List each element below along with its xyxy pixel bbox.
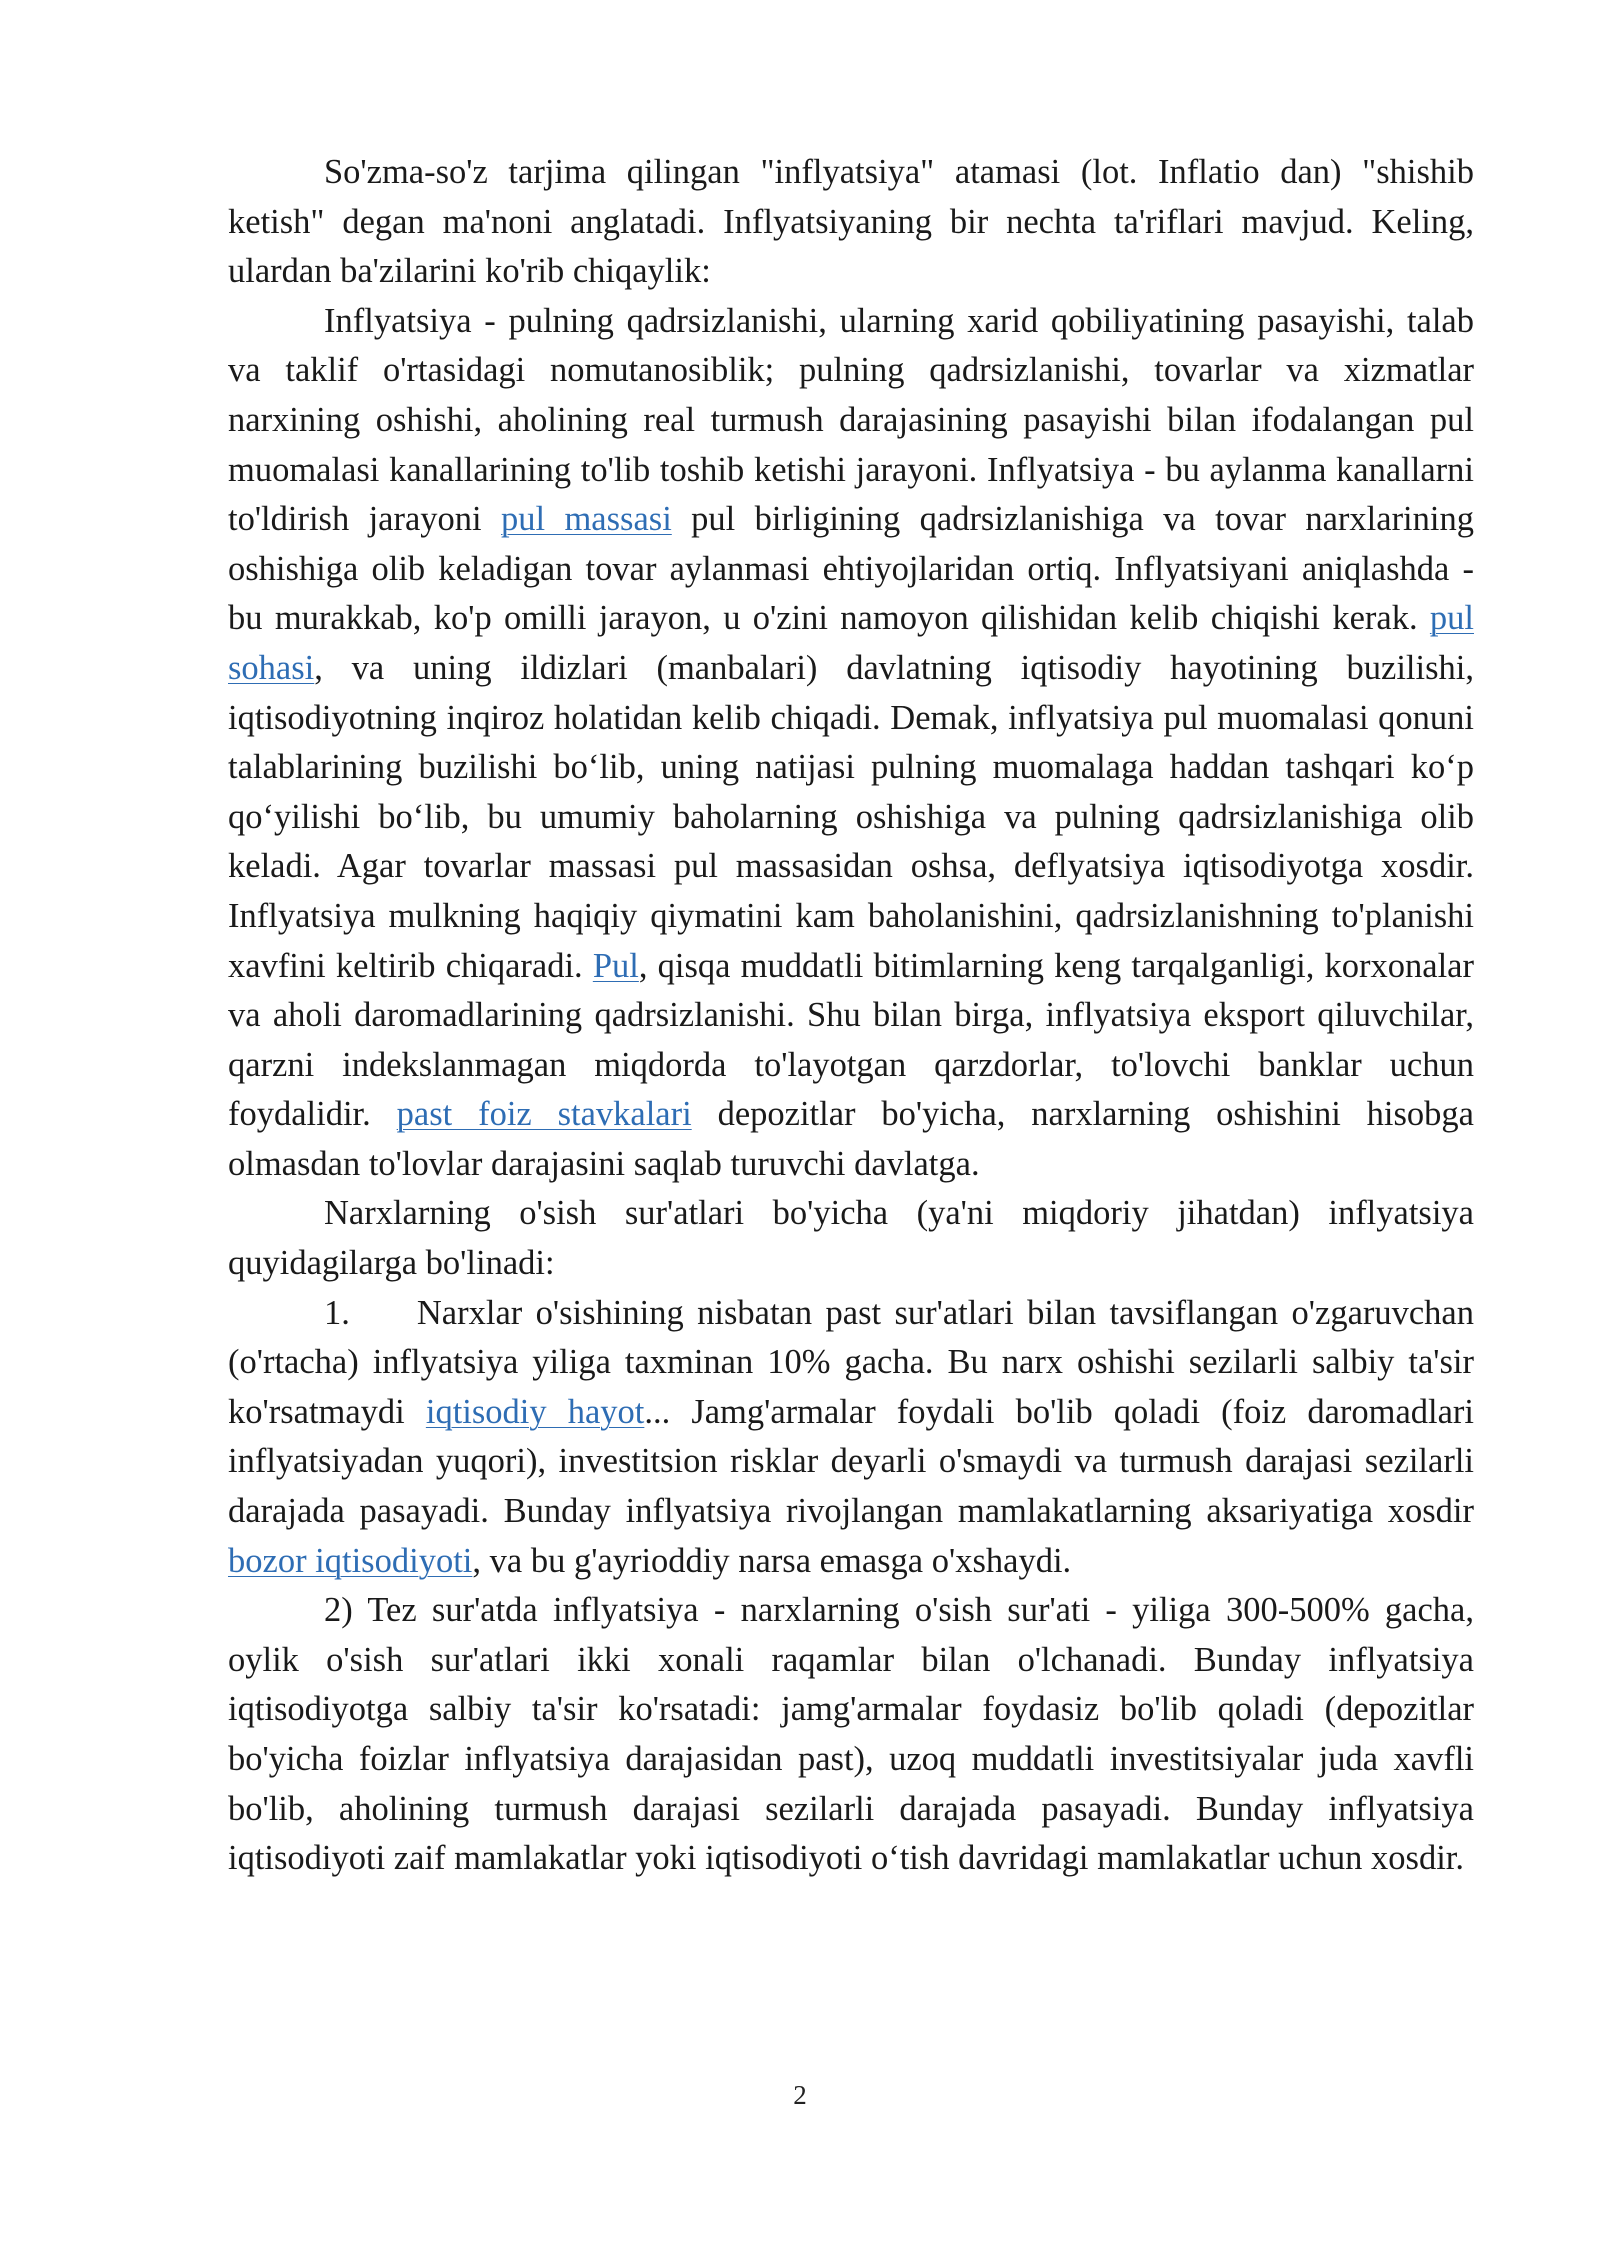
paragraph-text: , va uning ildizlari (manbalari) davlatning iqtisodiy hayotining buzilishi, iqtisodiyotning inqiroz holatidan kelib chiqadi. Demak, inflyatsiya pul muomalasi qonuni talablarining buzilishi bo‘lib, uning natijasi pulning muomalaga haddan tashqari ko‘p qo‘yilishi bo‘lib, bu umumiy baholarning oshishiga va pulning qadrsizlanishiga olib keladi. Agar tovarlar massasi pul massasidan oshsa, deflyatsiya iqtisodiyotga xosdir. Inflyatsiya mulkning haqiqiy qiymatini kam baholanishini, qadrsizlanishning to'planishi xavfini keltirib chiqaradi. (228, 648, 1474, 985)
paragraph-3: Narxlarning o'sish sur'atlari bo'yicha (ya'ni miqdoriy jihatdan) inflyatsiya quyidagilarga bo'linadi: (228, 1194, 1474, 1283)
paragraph-text: , va bu g'ayrioddiy narsa emasga o'xshaydi. (472, 1541, 1072, 1580)
paragraph-1: So'zma-so'z tarjima qilingan "inflyatsiya" atamasi (lot. Inflatio dan) "shishib ketish" degan ma'noni anglatadi. Inflyatsiyaning bir nechta ta'riflari mavjud. Keling, ulardan ba'zilarini ko'rib chiqaylik: (228, 153, 1474, 291)
link-pul[interactable]: Pul (592, 946, 639, 985)
paragraph-5: 2) Tez sur'atda inflyatsiya - narxlarning o'sish sur'ati - yiliga 300-500% gacha, oylik o'sish sur'atlari ikki xonali raqamlar bilan o'lchanadi. Bunday inflyatsiya iqtisodiyotga salbiy ta'sir ko'rsatadi: jamg'armalar foydasiz bo'lib qoladi (depozitlar bo'yicha foizlar inflyatsiya darajasidan past), uzoq muddatli investitsiyalar juda xavfli bo'lib, aholining turmush darajasi sezilarli darajada pasayadi. Bunday inflyatsiya iqtisodiyoti zaif mamlakatlar yoki iqtisodiyoti o‘tish davridagi mamlakatlar uchun xosdir. (228, 1591, 1474, 1878)
paragraph-text: pul birligining qadrsizlanishiga va tovar narxlarining oshishiga olib keladigan tovar aylanmasi ehtiyojlaridan ortiq. Inflyatsiyani aniqlashda - bu murakkab, ko'p omilli jarayon, u o'zini namoyon qilishidan kelib chiqishi kerak. (228, 500, 1474, 638)
paragraph-text: , qisqa muddatli bitimlarning keng tarqalganligi, korxonalar va aholi daromadlarining qadrsizlanishi. Shu bilan birga, inflyatsiya eksport qiluvchilar, qarzni indekslanmagan miqdorda to'layotgan qarzdorlar, to'lovchi banklar uchun foydalidir. (228, 946, 1474, 1134)
paragraph-text: ... Jamg'armalar foydali bo'lib qoladi (foiz daromadlari inflyatsiyadan yuqori), investitsion risklar deyarli o'smaydi va turmush darajasi sezilarli darajada pasayadi. Bunday inflyatsiya rivojlangan mamlakatlarning aksariyatiga xosdir (228, 1392, 1475, 1531)
link-pul-sohasi[interactable]: pul sohasi (228, 599, 1474, 687)
page-number: 2 (793, 2080, 807, 2110)
link-bozor-iqtisodiyoti[interactable]: bozor iqtisodiyoti (228, 1541, 473, 1580)
paragraph-2 (228, 297, 1474, 1190)
link-past-foiz-stavkalari[interactable]: past foiz stavkalari (396, 1095, 692, 1134)
paragraph-text: 1. Narxlar o'sishining nisbatan past sur'atlari bilan tavsiflangan o'zgaruvchan (o'rtacha) inflyatsiya yiliga taxminan 10% gacha. Bu narx oshishi sezilarli salbiy ta'sir ko'rsatmaydi (228, 1293, 1474, 1431)
link-pul-massasi[interactable]: pul massasi (501, 500, 672, 539)
paragraph-4 (228, 1289, 1474, 1587)
document-body (228, 148, 1474, 1884)
paragraph-text: Inflyatsiya - pulning qadrsizlanishi, ularning xarid qobiliyatining pasayishi, talab va taklif o'rtasidagi nomutanosiblik; pulning qadrsizlanishi, tovarlar va xizmatlar narxining oshishi, aholining real turmush darajasining pasayishi bilan ifodalangan pul muomalasi kanallarining to'lib toshib ketishi jarayoni. Inflyatsiya - bu aylanma kanallarni to'ldirish jarayoni (228, 301, 1474, 539)
paragraph-text: depozitlar bo'yicha, narxlarning oshishini hisobga olmasdan to'lovlar darajasini saqlab turuvchi davlatga. (228, 1095, 1474, 1183)
link-iqtisodiy-hayot[interactable]: iqtisodiy hayot (425, 1392, 645, 1431)
